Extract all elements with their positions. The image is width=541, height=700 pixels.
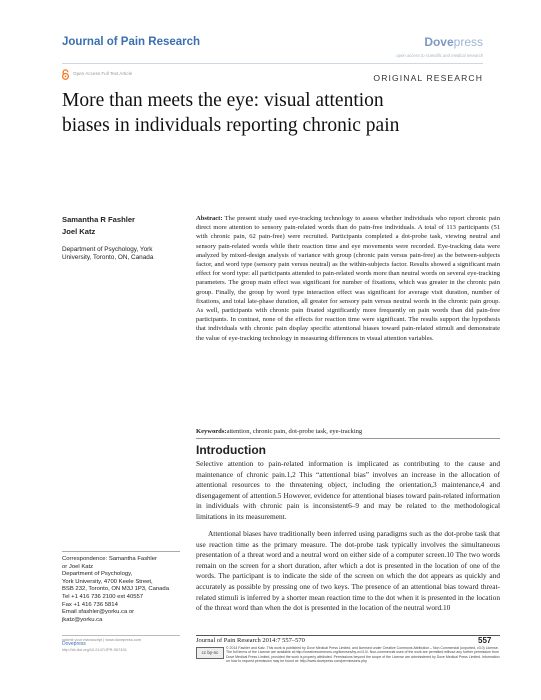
- footer-divider-left: [62, 635, 180, 636]
- correspondence-line: Email sfashler@yorku.ca or: [62, 609, 135, 616]
- section-heading: Introduction: [196, 443, 266, 457]
- keywords-label: Keywords:: [196, 428, 227, 435]
- footer-citation: Journal of Pain Research 2014:7 557–570: [196, 637, 305, 644]
- title-line-2: biases in individuals reporting chronic pain: [62, 115, 400, 136]
- correspondence-line: Tel +1 416 736 2100 ext 40557: [62, 593, 144, 600]
- header-divider: [62, 63, 483, 64]
- correspondence-line: York University, 4700 Keele Street,: [62, 578, 153, 585]
- author-list: [62, 214, 135, 238]
- correspondence-line: Department of Psychology,: [62, 571, 133, 578]
- author-name: Samantha R Fashler: [62, 215, 136, 224]
- correspondence-line: jkatz@yorku.ca: [62, 616, 103, 623]
- author-name: Joel Katz: [62, 227, 96, 236]
- body-paragraph-indented: [196, 529, 500, 614]
- abstract-divider: [196, 438, 500, 439]
- journal-name: Journal of Pain Research: [62, 36, 201, 48]
- publisher-logo: [424, 35, 483, 49]
- creative-commons-icon: cc by-nc: [196, 647, 224, 659]
- title-line-1: More than meets the eye: visual attention: [62, 90, 384, 111]
- body-paragraph: Selective attention to pain-related information is implicated as contributing to the cause and maintenance of chronic pain.1,2 This “attentional bias” involves an increase in the allocation of attentional resources to the threatening object, including the orientation,3 maintenance,4 and disengagement of attention.5 However, evidence for attentional biases toward pain-related information in individuals with chronic pain is inconsistent6–9 and may be related to the methodological limitations in its measurement.: [196, 459, 500, 521]
- section-label: ORIGINAL RESEARCH: [373, 73, 483, 83]
- open-access-label: Open Access Full Text Article: [73, 71, 133, 76]
- paragraph-text: Attentional biases have traditionally been inferred using paradigms such as the dot-probe task that use reaction time as the primary measure. The dot-probe task typically involves the simultaneous presentation of a threat word and a neutral word on either side of a computer screen.10 The two words remain on the screen for a short duration, after which a dot is presented in the location of one of the words. The participant is to indicate the side of the screen on which the dot appears as quickly and accurately as possible by pressing one of two keys. The presence of an attentional bias toward threat-related stimuli is inferred by a shorter mean reaction time to the dot when it is presented in the location of the threat word than when the dot is presented in the location of the neutral word.10: [196, 529, 500, 613]
- open-access-icon: [61, 69, 70, 80]
- publisher-main: Dove: [424, 35, 454, 49]
- license-text: © 2014 Fashler and Katz. This work is published by Dove Medical Press Limited, and licensed under Creative Commons Attribution – Non Commercial (unported, v3.0) License. The full terms of the License are available at http://creativecommons.org/licenses/by-nc/3.0/. Non-commercial uses of the work are permitted without any further permission from Dove Medical Press Limited, provided the work is properly attributed. Permissions beyond the scope of the License are administered by Dove Medical Press Limited. Information on how to request permission may be found at: http://www.dovepress.com/permissions.php: [226, 646, 500, 664]
- correspondence-line: Fax +1 416 736 5814: [62, 601, 118, 608]
- doi-link[interactable]: http://dx.doi.org/10.2147/JPR.S67431: [62, 647, 127, 653]
- submit-link[interactable]: submit your manuscript | www.dovepress.com: [62, 637, 142, 642]
- correspondence-line: BSB 232, Toronto, ON M3J 1P3, Canada: [62, 586, 169, 593]
- abstract: [196, 214, 500, 343]
- keywords-text: attention, chronic pain, dot-probe task, eye-tracking: [226, 428, 363, 435]
- correspondence-block: [62, 556, 188, 624]
- abstract-label: Abstract:: [196, 215, 223, 222]
- correspondence-line: or Joel Katz: [62, 563, 94, 570]
- abstract-text: The present study used eye-tracking technology to assess whether individuals who report chronic pain direct more attention to sensory pain-related words than do pain-free individuals. A total of 113 participants (51 with chronic pain, 62 pain-free) were recruited. Participants completed a dot-probe task, viewing neutral and sensory pain-related words while their reaction time and eye movements were recorded. Eye-tracking data were analyzed by mixed-design analysis of variance with group (chronic pain versus pain-free) as the between-subjects factor, and word type (sensory pain versus neutral) as the within-subjects factor. Results showed a significant main effect for word type: all participants attended to pain-related words more than neutral words on several eye-tracking parameters. The group main effect was significant for number of fixations, which was greater in the chronic pain group. Finally, the group by word type interaction effect was significant for average visit duration, number of fixations, and total late-phase duration, all greater for sensory pain versus neutral words in the chronic pain group. As well, participants with chronic pain fixated significantly more frequently on pain words than did pain-free participants. In contrast, none of the effects for reaction time were significant. The results support the hypothesis that individuals with chronic pain display specific attentional biases toward pain-related stimuli and demonstrate the value of eye-tracking technology in measuring differences in visual attention variables.: [196, 215, 500, 342]
- article-title: [62, 88, 462, 138]
- publisher-tagline: open access to scientific and medical research: [396, 53, 483, 58]
- correspondence-divider: [62, 551, 180, 552]
- author-affiliation: Department of Psychology, York University, Toronto, ON, Canada: [62, 246, 154, 262]
- page-number: 557: [478, 636, 492, 645]
- footer-divider-right: [196, 635, 500, 636]
- correspondence-label: Correspondence: Samantha Fashler: [62, 556, 157, 562]
- keywords: [196, 427, 500, 436]
- publisher-suffix: press: [453, 35, 483, 49]
- footer-publisher: Dovepress: [62, 641, 86, 648]
- footer-left: [62, 637, 182, 653]
